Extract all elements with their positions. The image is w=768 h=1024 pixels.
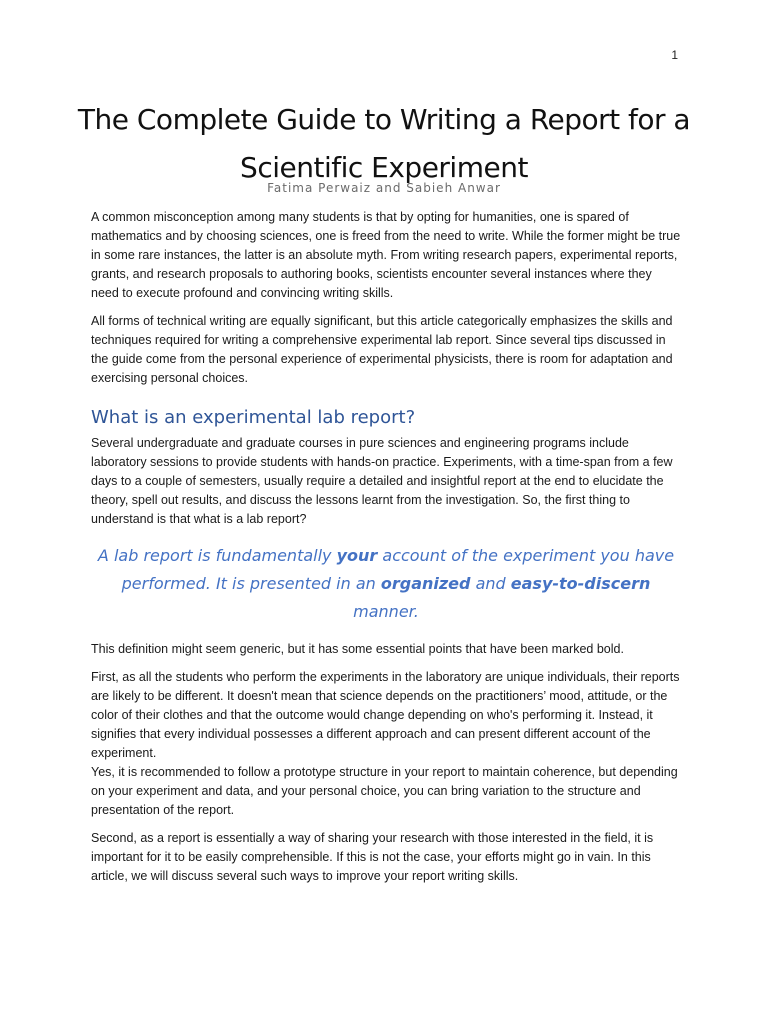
document-body (91, 208, 681, 895)
section-heading: What is an experimental lab report? (91, 407, 416, 428)
quote-bold-organized: organized (380, 574, 471, 593)
quote-text-4: manner. (353, 602, 419, 621)
intro-paragraph-2: All forms of technical writing are equally significant, but this article categorically emphasizes the skills and techniques required for writing a comprehensive experimental lab report. Since several tips discussed in the guide come from the personal experience of experimental physicists, there is room for adaptation and exercising personal choices. (91, 314, 673, 385)
quote-text-1: A lab report is fundamentally (97, 546, 337, 565)
authors: Fatima Perwaiz and Sabieh Anwar (267, 181, 501, 195)
intro-paragraph-1: A common misconception among many students is that by opting for humanities, one is spared of mathematics and by choosing sciences, one is freed from the need to write. While the former might be true in some rare instances, the latter is an absolute myth. From writing research papers, experimental reports, grants, and research proposals to authoring books, scientists encounter several instances where they need to execute profound and convincing writing skills. (91, 210, 681, 300)
quote-text-2: account of the experiment you have performed. It is presented in an (121, 546, 675, 593)
quote-bold-your: your (336, 546, 378, 565)
quote-text-3: and (470, 574, 511, 593)
first-point-paragraph: First, as all the students who perform the experiments in the laboratory are unique individuals, their reports are likely to be different. It doesn't mean that science depends on the practitioners’ mood, attitude, or the color of their clothes and that the outcome would change depending on who's performing it. Instead, it signifies that every individual possesses a different approach and can present different account of the experiment. (91, 670, 680, 760)
quote-bold-easy-to-discern: easy-to-discern (510, 574, 651, 593)
second-point-paragraph: Second, as a report is essentially a way of sharing your research with those interested in the field, it is important for it to be easily comprehensible. If this is not the case, your efforts might go in vain. In this article, we will discuss several such ways to improve your report writing skills. (91, 831, 654, 883)
section-paragraph: Several undergraduate and graduate courses in pure sciences and engineering programs include laboratory sessions to provide students with hands-on practice. Experiments, with a time-span from a few days to a couple of semesters, usually require a detailed and insightful report at the end to elucidate the theory, spell out results, and discuss the lessons learnt from the investigation. So, the first thing to understand is that what is a lab report? (91, 436, 673, 526)
page-number: 1 (671, 48, 678, 62)
definition-paragraph: This definition might seem generic, but it has some essential points that have been marked bold. (91, 642, 624, 656)
document-title: The Complete Guide to Writing a Report for a Scientific Experiment (77, 103, 691, 184)
definition-quote (91, 542, 681, 626)
prototype-paragraph: Yes, it is recommended to follow a prototype structure in your report to maintain coherence, but depending on your experiment and data, and your personal choice, you can bring variation to the structure and presentation of the report. (91, 765, 678, 817)
